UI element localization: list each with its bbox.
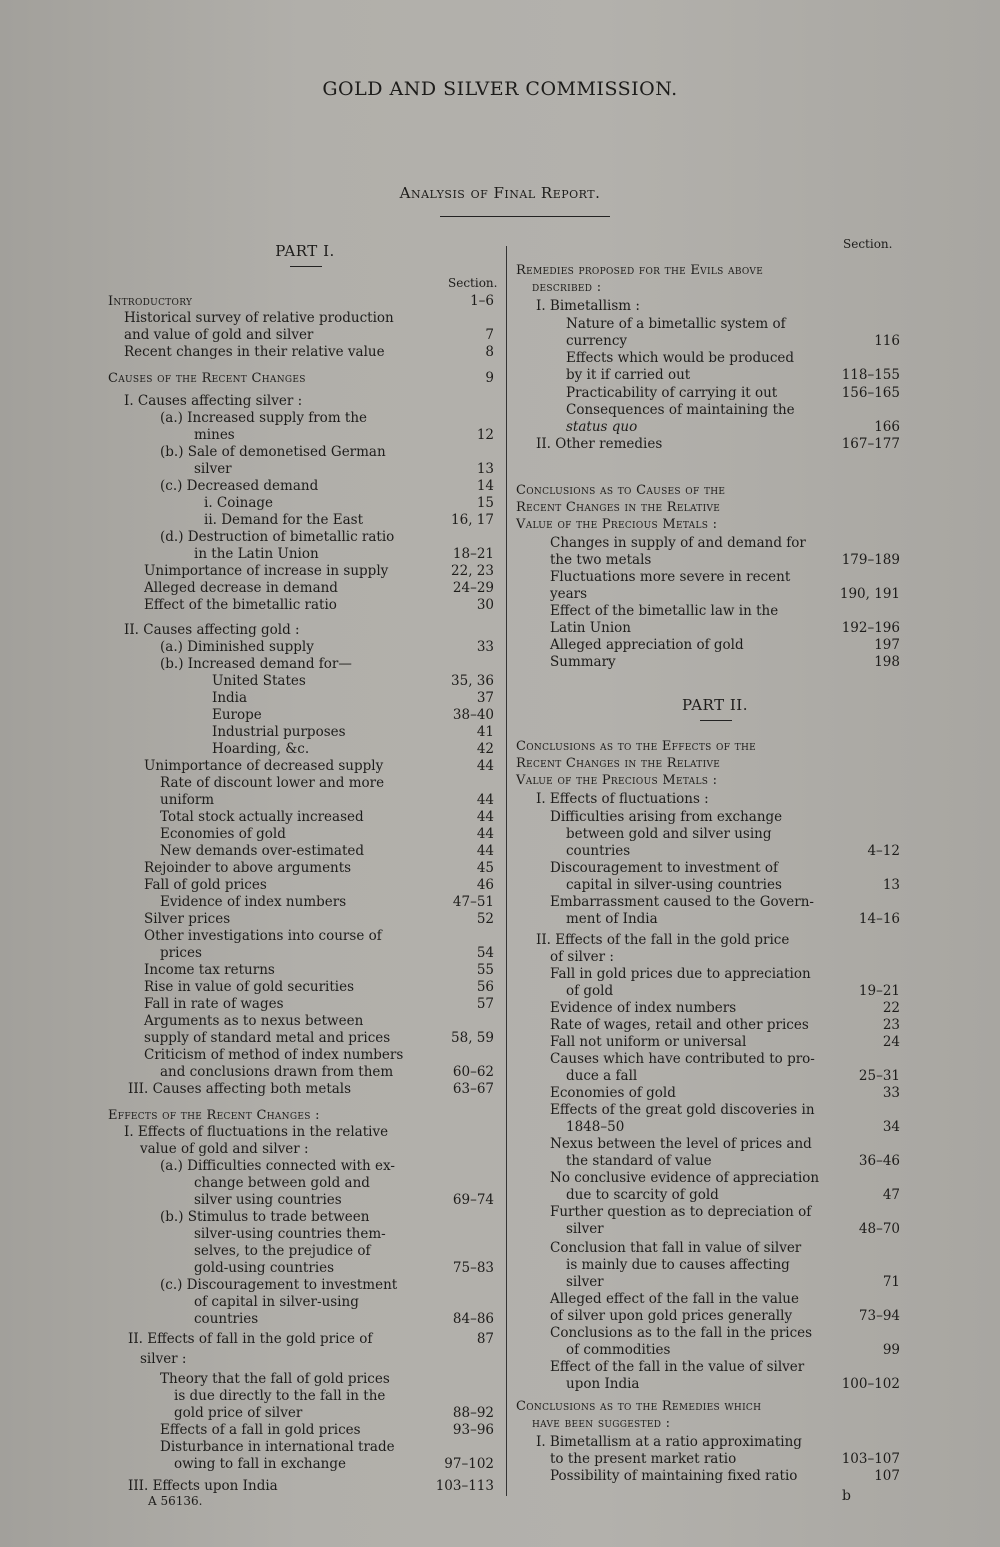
entry-section-number: 44 [476, 758, 494, 774]
entry-title: Effect of the fall in the value of silver [550, 1359, 805, 1375]
entry-title: years [550, 586, 588, 602]
entry-title: Changes in supply of and demand for [550, 535, 806, 551]
entry-title: II. Causes affecting gold : [124, 622, 300, 638]
entry-title: Rise in value of gold securities [144, 979, 355, 995]
entry-section-number: 44 [476, 792, 494, 808]
entry-title: of gold [566, 983, 614, 999]
entry-title: Europe [212, 707, 262, 723]
entry-title: No conclusive evidence of appreciation [550, 1170, 820, 1186]
entry-title: Introductory [108, 294, 193, 309]
entry-section-number: 14 [476, 478, 494, 494]
entry-title: uniform [160, 792, 215, 808]
entry-title: Alleged decrease in demand [144, 580, 338, 596]
entry-title: of silver upon gold prices generally [550, 1308, 793, 1324]
entry-section-number: 22, 23 [451, 563, 494, 579]
entry-title: (b.) Sale of demonetised German [160, 444, 386, 460]
entry-section-number: 34 [882, 1119, 900, 1135]
entry-section-number: 25–31 [858, 1068, 900, 1084]
entry-title: Practicability of carrying it out [566, 385, 778, 401]
entry-section-number: 69–74 [452, 1192, 494, 1208]
entry-title: Recent changes in their relative value [124, 344, 385, 360]
entry-title: Income tax returns [144, 962, 275, 978]
part-two-heading: PART II. [682, 696, 748, 714]
entry-title: I. Effects of fluctuations : [536, 791, 709, 807]
entry-section-number: 15 [476, 495, 494, 511]
entry-title: Effects of the Recent Changes : [108, 1108, 320, 1123]
entry-section-number: 93–96 [452, 1422, 494, 1438]
entry-title: silver [194, 461, 232, 477]
entry-title: Historical survey of relative production [124, 310, 394, 326]
entry-section-number: 56 [476, 979, 494, 995]
entry-title: Conclusions as to the Remedies which [516, 1399, 762, 1414]
entry-title: Effect of the bimetallic ratio [144, 597, 337, 613]
entry-title: gold-using countries [194, 1260, 335, 1276]
entry-title: ii. Demand for the East [204, 512, 364, 528]
entry-section-number: 24–29 [452, 580, 494, 596]
entry-section-number: 19–21 [858, 983, 900, 999]
entry-title: I. Bimetallism at a ratio approximating [536, 1434, 802, 1450]
entry-section-number: 192–196 [841, 620, 900, 636]
entry-title: silver using countries [194, 1192, 342, 1208]
left-section-heading: Section. [448, 276, 498, 290]
entry-title: by it if carried out [566, 367, 691, 383]
entry-section-number: 97–102 [444, 1456, 494, 1472]
entry-title: (b.) Increased demand for— [160, 656, 352, 672]
entry-section-number: 190, 191 [839, 586, 900, 602]
entry-title: Disturbance in international trade [160, 1439, 395, 1455]
entry-title: United States [212, 673, 306, 689]
entry-title: prices [160, 945, 202, 961]
entry-section-number: 16, 17 [451, 512, 494, 528]
entry-title: status quo [566, 419, 638, 435]
entry-title: Unimportance of increase in supply [144, 563, 389, 579]
entry-title: Remedies proposed for the Evils above [516, 263, 764, 278]
entry-section-number: 52 [476, 911, 494, 927]
entry-title: (b.) Stimulus to trade between [160, 1209, 370, 1225]
entry-title: Hoarding, &c. [212, 741, 310, 757]
entry-title: Consequences of maintaining the [566, 402, 795, 418]
entry-title: (c.) Decreased demand [160, 478, 319, 494]
entry-section-number: 30 [476, 597, 494, 613]
entry-title: Conclusions as to Causes of the [516, 483, 726, 498]
entry-section-number: 73–94 [858, 1308, 900, 1324]
entry-title: Conclusions as to the Effects of the [516, 739, 757, 754]
entry-section-number: 57 [476, 996, 494, 1012]
entry-section-number: 44 [476, 809, 494, 825]
entry-title: is mainly due to causes affecting [566, 1257, 790, 1273]
entry-title: Theory that the fall of gold prices [160, 1371, 390, 1387]
entry-title: Effects which would be produced [566, 350, 795, 366]
entry-title: in the Latin Union [194, 546, 319, 562]
subtitle-rule [440, 216, 610, 217]
entry-section-number: 24 [882, 1034, 900, 1050]
entry-title: Industrial purposes [212, 724, 346, 740]
entry-title: of capital in silver-using [194, 1294, 359, 1310]
entry-section-number: 75–83 [452, 1260, 494, 1276]
entry-title: 1848–50 [566, 1119, 625, 1135]
entry-title: silver-using countries them- [194, 1226, 386, 1242]
entry-section-number: 4–12 [867, 843, 900, 859]
entry-title: Embarrassment caused to the Govern- [550, 894, 814, 910]
entry-title: due to scarcity of gold [566, 1187, 719, 1203]
entry-title: owing to fall in exchange [174, 1456, 346, 1472]
entry-title: Effects of a fall in gold prices [160, 1422, 361, 1438]
entry-title: the standard of value [566, 1153, 712, 1169]
entry-section-number: 44 [476, 843, 494, 859]
entry-section-number: 9 [485, 370, 494, 386]
document-subtitle: Analysis of Final Report. [399, 184, 601, 202]
entry-title: Fall of gold prices [144, 877, 267, 893]
entry-title: Further question as to depreciation of [550, 1204, 812, 1220]
entry-title: Evidence of index numbers [550, 1000, 737, 1016]
entry-title: Fall not uniform or universal [550, 1034, 747, 1050]
entry-section-number: 23 [882, 1017, 900, 1033]
entry-title: (a.) Difficulties connected with ex- [160, 1158, 395, 1174]
entry-title: Economies of gold [160, 826, 286, 842]
entry-title: (a.) Diminished supply [160, 639, 314, 655]
entry-title: Recent Changes in the Relative [516, 500, 721, 515]
entry-title: silver [566, 1274, 604, 1290]
entry-title: Other investigations into course of [144, 928, 382, 944]
entry-title: countries [194, 1311, 259, 1327]
entry-title: duce a fall [566, 1068, 638, 1084]
entry-title: have been suggested : [532, 1416, 671, 1431]
entry-title: Silver prices [144, 911, 231, 927]
entry-title: II. Effects of fall in the gold price of [128, 1331, 373, 1347]
entry-section-number: 38–40 [452, 707, 494, 723]
entry-title: Nexus between the level of prices and [550, 1136, 812, 1152]
entry-title: between gold and silver using [566, 826, 772, 842]
document-title: GOLD AND SILVER COMMISSION. [322, 78, 678, 100]
entry-section-number: 71 [882, 1274, 900, 1290]
entry-title: II. Other remedies [536, 436, 663, 452]
entry-section-number: 14–16 [858, 911, 900, 927]
entry-title: Fall in gold prices due to appreciation [550, 966, 811, 982]
entry-section-number: 179–189 [841, 552, 900, 568]
entry-title: III. Effects upon India [128, 1478, 278, 1494]
entry-title: Alleged appreciation of gold [550, 637, 744, 653]
entry-title: of commodities [566, 1342, 671, 1358]
entry-section-number: 33 [476, 639, 494, 655]
entry-section-number: 13 [476, 461, 494, 477]
entry-title: India [212, 690, 248, 706]
entry-section-number: 12 [476, 427, 494, 443]
entry-title: supply of standard metal and prices [144, 1030, 391, 1046]
entry-title: Nature of a bimetallic system of [566, 316, 786, 332]
entry-title: Alleged effect of the fall in the value [550, 1291, 799, 1307]
entry-section-number: 45 [476, 860, 494, 876]
entry-title: I. Effects of fluctuations in the relative [124, 1124, 389, 1140]
entry-title: Difficulties arising from exchange [550, 809, 783, 825]
entry-title: capital in silver-using countries [566, 877, 782, 893]
entry-title: Fluctuations more severe in recent [550, 569, 791, 585]
entry-section-number: 1–6 [470, 293, 494, 309]
entry-title: (a.) Increased supply from the [160, 410, 368, 426]
column-divider [506, 246, 507, 1496]
entry-title: selves, to the prejudice of [194, 1243, 371, 1259]
entry-section-number: 36–46 [858, 1153, 900, 1169]
entry-title: Effect of the bimetallic law in the [550, 603, 779, 619]
entry-title: III. Causes affecting both metals [128, 1081, 352, 1097]
entry-section-number: 88–92 [452, 1405, 494, 1421]
entry-title: the two metals [550, 552, 652, 568]
entry-title: countries [566, 843, 631, 859]
entry-title: Possibility of maintaining fixed ratio [550, 1468, 798, 1484]
entry-section-number: 197 [874, 637, 900, 653]
entry-title: Economies of gold [550, 1085, 676, 1101]
entry-title: (d.) Destruction of bimetallic ratio [160, 529, 395, 545]
entry-section-number: 156–165 [841, 385, 900, 401]
entry-title: Evidence of index numbers [160, 894, 347, 910]
entry-section-number: 60–62 [452, 1064, 494, 1080]
entry-section-number: 47–51 [452, 894, 494, 910]
entry-title: Conclusion that fall in value of silver [550, 1240, 802, 1256]
entry-title: is due directly to the fall in the [174, 1388, 386, 1404]
footer-code: A 56136. [148, 1494, 203, 1508]
entry-section-number: 44 [476, 826, 494, 842]
part-one-rule [290, 266, 322, 267]
entry-title: Conclusions as to the fall in the prices [550, 1325, 813, 1341]
entry-section-number: 41 [476, 724, 494, 740]
entry-section-number: 99 [882, 1342, 900, 1358]
entry-section-number: 48–70 [858, 1221, 900, 1237]
entry-title: mines [194, 427, 235, 443]
entry-title: II. Effects of the fall in the gold price [536, 932, 790, 948]
entry-title: currency [566, 333, 628, 349]
footer-signature: b [842, 1488, 851, 1504]
entry-title: silver : [140, 1351, 187, 1367]
entry-title: described : [532, 280, 602, 295]
right-section-heading: Section. [843, 237, 893, 251]
entry-title: silver [566, 1221, 604, 1237]
entry-title: and conclusions drawn from them [160, 1064, 394, 1080]
entry-title: Arguments as to nexus between [144, 1013, 364, 1029]
entry-section-number: 46 [476, 877, 494, 893]
entry-section-number: 13 [882, 877, 900, 893]
entry-title: Rate of wages, retail and other prices [550, 1017, 809, 1033]
entry-title: Rejoinder to above arguments [144, 860, 352, 876]
entry-title: value of gold and silver : [140, 1141, 309, 1157]
entry-section-number: 103–113 [435, 1478, 494, 1494]
part-one-heading: PART I. [275, 242, 335, 260]
entry-title: Value of the Precious Metals : [516, 517, 718, 532]
part-two-rule [700, 720, 732, 721]
entry-section-number: 84–86 [452, 1311, 494, 1327]
entry-section-number: 118–155 [841, 367, 900, 383]
entry-section-number: 167–177 [841, 436, 900, 452]
entry-section-number: 87 [476, 1331, 494, 1347]
entry-section-number: 58, 59 [451, 1030, 494, 1046]
entry-title: I. Bimetallism : [536, 298, 640, 314]
entry-title: (c.) Discouragement to investment [160, 1277, 398, 1293]
entry-section-number: 198 [874, 654, 900, 670]
entry-title: I. Causes affecting silver : [124, 393, 303, 409]
entry-section-number: 7 [485, 327, 494, 343]
entry-title: Effects of the great gold discoveries in [550, 1102, 815, 1118]
entry-section-number: 107 [874, 1468, 900, 1484]
entry-title: to the present market ratio [550, 1451, 737, 1467]
entry-title: Discouragement to investment of [550, 860, 778, 876]
entry-section-number: 116 [874, 333, 900, 349]
entry-title: Causes of the Recent Changes [108, 371, 306, 386]
entry-section-number: 8 [485, 344, 494, 360]
entry-title: Rate of discount lower and more [160, 775, 385, 791]
entry-title: Fall in rate of wages [144, 996, 284, 1012]
entry-title: Recent Changes in the Relative [516, 756, 721, 771]
entry-section-number: 100–102 [841, 1376, 900, 1392]
entry-title: New demands over-estimated [160, 843, 365, 859]
entry-title: Causes which have contributed to pro- [550, 1051, 815, 1067]
entry-title: of silver : [550, 949, 614, 965]
entry-title: Value of the Precious Metals : [516, 773, 718, 788]
entry-title: Total stock actually increased [160, 809, 364, 825]
entry-title: Criticism of method of index numbers [144, 1047, 404, 1063]
entry-title: Summary [550, 654, 616, 670]
entry-section-number: 166 [874, 419, 900, 435]
entry-title: gold price of silver [174, 1405, 303, 1421]
entry-title: i. Coinage [204, 495, 274, 511]
entry-section-number: 35, 36 [451, 673, 494, 689]
entry-title: Unimportance of decreased supply [144, 758, 384, 774]
entry-title: and value of gold and silver [124, 327, 314, 343]
entry-section-number: 55 [476, 962, 494, 978]
entry-title: upon India [566, 1376, 640, 1392]
entry-section-number: 22 [882, 1000, 900, 1016]
entry-section-number: 63–67 [452, 1081, 494, 1097]
entry-section-number: 54 [476, 945, 494, 961]
entry-title: change between gold and [194, 1175, 370, 1191]
entry-title: ment of India [566, 911, 658, 927]
entry-section-number: 42 [476, 741, 494, 757]
entry-title: Latin Union [550, 620, 631, 636]
entry-section-number: 103–107 [841, 1451, 900, 1467]
entry-section-number: 33 [882, 1085, 900, 1101]
entry-section-number: 18–21 [452, 546, 494, 562]
entry-section-number: 37 [476, 690, 494, 706]
entry-section-number: 47 [882, 1187, 900, 1203]
